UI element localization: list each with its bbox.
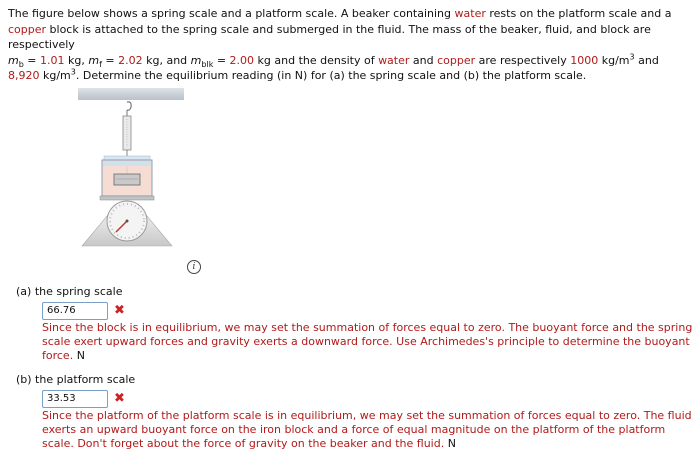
problem-text: . Determine the equilibrium reading (in N) for (a) the spring scale and (b) the platform scale. <box>75 69 587 82</box>
dial-pivot <box>126 220 129 223</box>
problem-text: and <box>409 53 438 67</box>
copper-block <box>114 174 140 185</box>
problem-text: are respectively <box>475 53 571 67</box>
mass-beaker-value: 1.01 <box>40 53 65 67</box>
problem-text: kg, <box>64 53 89 67</box>
scales-illustration <box>72 88 190 258</box>
fluid-surface <box>103 162 151 166</box>
incorrect-x-icon: ✖ <box>114 391 125 406</box>
feedback-text: Since the block is in equilibrium, we may set the summation of forces equal to zero. The buoyant force and the spring scale exert upward forces and gravity exerts a downward force. Use Archimedes's principle to determine the buoyant force. <box>42 321 693 362</box>
water-term: water <box>378 53 410 67</box>
problem-text: rests on the platform scale and a <box>485 7 672 20</box>
mass-fluid-value: 2.02 <box>118 53 143 67</box>
part-a <box>16 285 122 298</box>
superscript: 3 <box>629 51 635 61</box>
copper-term: copper <box>437 53 476 67</box>
incorrect-x-icon: ✖ <box>114 303 125 318</box>
info-icon[interactable]: i <box>187 260 201 274</box>
part-b-answer-row <box>42 390 125 408</box>
part-a-label: (a) the spring scale <box>16 285 123 298</box>
part-a-feedback <box>42 321 694 363</box>
problem-text: kg and the density of <box>254 53 379 67</box>
subscript: b <box>18 59 24 69</box>
copper-term: copper <box>8 22 47 36</box>
part-b-label: (b) the platform scale <box>16 373 136 386</box>
part-b-answer-input[interactable]: 33.53 <box>42 390 108 408</box>
subscript: blk <box>201 59 214 69</box>
part-a-answer-input[interactable]: 66.76 <box>42 302 108 320</box>
superscript: 3 <box>70 67 76 77</box>
hook <box>127 102 131 110</box>
unit-label: N <box>76 349 85 362</box>
part-b-feedback <box>42 409 694 451</box>
problem-text: kg/m <box>598 53 630 67</box>
problem-text: kg, and <box>142 53 191 67</box>
density-water-value: 1000 <box>570 53 599 67</box>
mass-beaker-symbol: m <box>8 53 19 67</box>
scales-figure <box>72 88 190 258</box>
problem-text: and <box>634 53 659 67</box>
water-term: water <box>454 7 486 20</box>
problem-text: The figure below shows a spring scale and a platform scale. A beaker containing <box>8 7 455 20</box>
mass-block-symbol: m <box>190 53 202 67</box>
feedback-text: Since the platform of the platform scale is in equilibrium, we may set the summation of forces equal to zero. The fluid exerts an upward buoyant force on the iron block and a force of equal magnitude on the platform of the platform scale. Don't forget about the force of gravity on the beaker and the fluid. <box>42 409 692 450</box>
unit-label: N <box>447 437 456 450</box>
subscript: f <box>99 59 102 69</box>
problem-text: block is attached to the spring scale and submerged in the fluid. The mass of the beaker, fluid, and block are respectively <box>8 22 651 51</box>
density-copper-value: 8,920 <box>8 69 40 82</box>
problem-text: kg/m <box>39 69 71 82</box>
problem-text: = <box>23 53 41 67</box>
platform <box>100 196 154 200</box>
ceiling-support <box>78 88 184 100</box>
part-b <box>16 373 135 386</box>
part-a-answer-row <box>42 302 125 320</box>
mass-block-value: 2.00 <box>229 53 255 67</box>
problem-statement <box>8 6 694 84</box>
mass-fluid-symbol: m <box>88 53 100 67</box>
problem-text: = <box>101 53 119 67</box>
problem-text: = <box>213 53 230 67</box>
